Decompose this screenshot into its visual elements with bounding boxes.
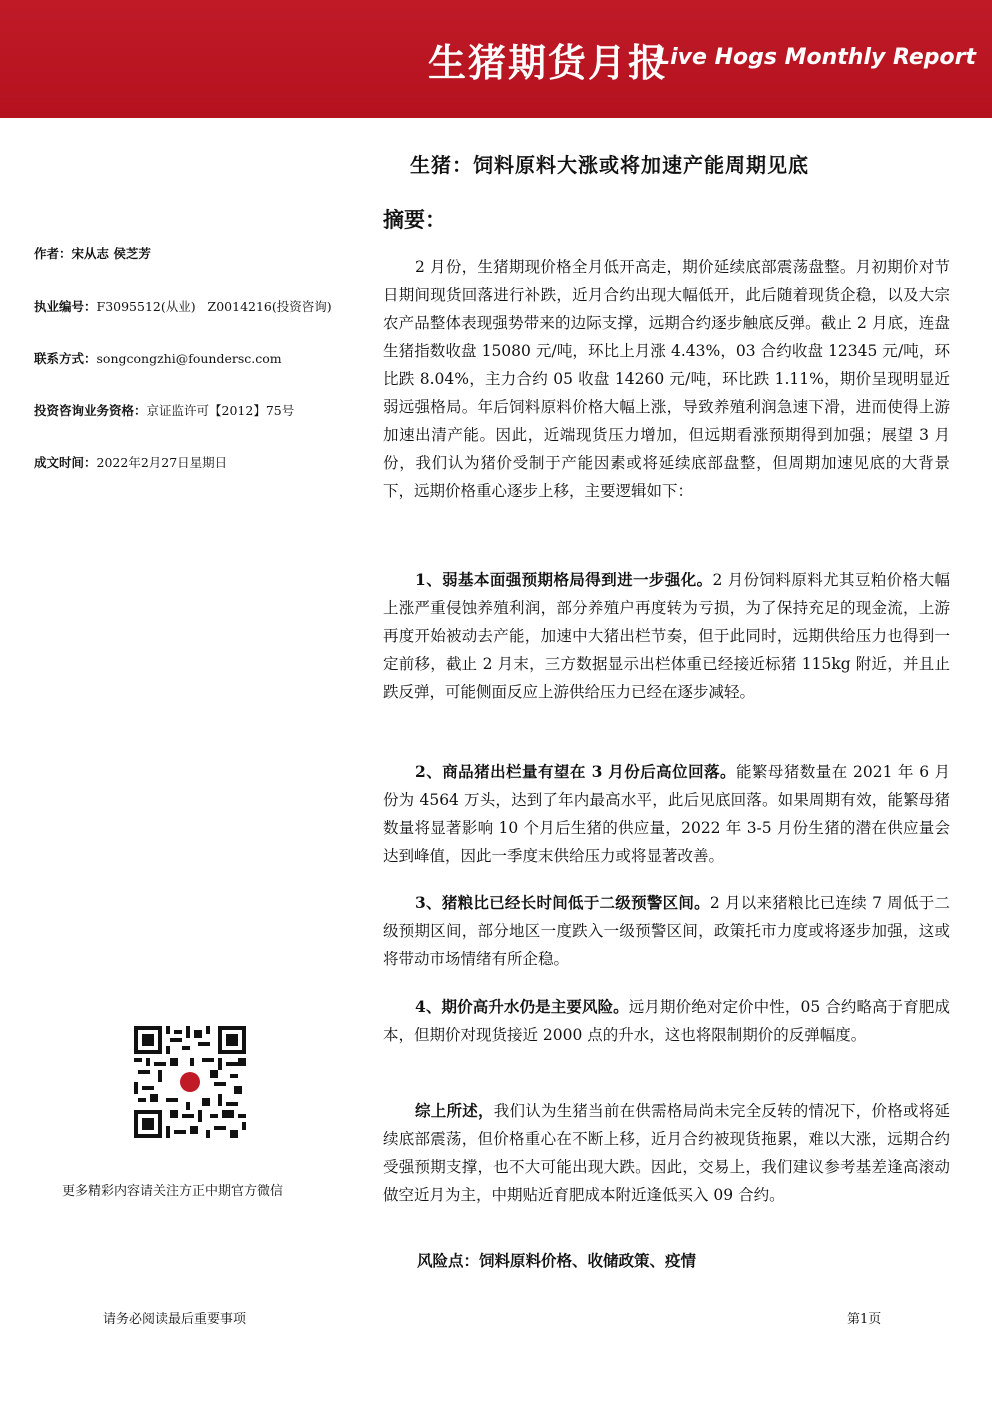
contact-value[interactable]: songcongzhi@foundersc.com: [96, 351, 282, 366]
wechat-qr-code: [134, 1026, 246, 1138]
header-banner: [0, 0, 992, 118]
license-row: [34, 297, 332, 315]
point-3: [383, 889, 950, 973]
contact-row: [34, 349, 282, 367]
footer-notice: 请务必阅读最后重要事项: [103, 1312, 247, 1327]
author-row: [34, 244, 151, 262]
paragraph-text: 2 月份，生猪期现价格全月低开高走，期价延续底部震荡盘整。月初期价对节日期间现货回落进行补跌，近月合约出现大幅低开，此后随着现货企稳，以及大宗农产品整体表现强势带来的边际支撑，远期合约逐步触底反弹。截止 2 月底，连盘生猪指数收盘 15080 元/吨，环比上月涨 4.43%，03 合约收盘 12345 元/吨，环比跌 8.04%，主力合约 05 收盘 14260 元/吨，环比跌 1.11%，期价呈现明显近弱远强格局。年后饲料原料价格大幅上涨，导致养殖利润急速下滑，进而使得上游加速出清产能。因此，近端现货压力增加，但远期看涨预期得到加强；展望 3 月份，我们认为猪价受制于产能因素或将延续底部盘整，但周期加速见底的大背景下，远期价格重心逐步上移，主要逻辑如下：: [383, 258, 950, 500]
qualification-row: [34, 401, 294, 419]
conclusion-paragraph: [383, 1097, 950, 1209]
qualification-label: 投资咨询业务资格：: [34, 403, 147, 418]
point-1: [383, 566, 950, 706]
conclusion-text: 我们认为生猪当前在供需格局尚未完全反转的情况下，价格或将延续底部震荡，但价格重心在不断上移，近月合约被现货拖累，难以大涨，远期合约受强预期支撑，也不大可能出现大跌。因此，交易上，我们建议参考基差逢高滚动做空近月为主，中期贴近育肥成本附近逢低买入 09 合约。: [383, 1102, 950, 1204]
point-4-heading: 4、期价高升水仍是主要风险。: [415, 997, 629, 1016]
license-label: 执业编号：: [34, 299, 97, 314]
point-4-text: 远月期价绝对定价中性，05 合约略高于育肥成本，但期价对现货接近 2000 点的升水，这也将限制期价的反弹幅度。: [383, 998, 950, 1044]
point-2: [383, 758, 950, 870]
point-1-text: 2 月份饲料原料尤其豆粕价格大幅上涨严重侵蚀养殖利润，部分养殖户再度转为亏损，为了保持充足的现金流，上游再度开始被动去产能，加速中大猪出栏节奏，但于此同时，远期供给压力也得到一定前移，截止 2 月末，三方数据显示出栏体重已经接近标猪 115kg 附近，并且止跌反弹，可能侧面反应上游供给压力已经在逐步减轻。: [383, 571, 950, 701]
author-label: 作者：: [34, 246, 72, 261]
point-1-heading: 1、弱基本面强预期格局得到进一步强化。: [415, 570, 713, 589]
date-value: 2022年2月27日星期日: [96, 455, 228, 470]
point-3-heading: 3、猪粮比已经长时间低于二级预警区间。: [415, 893, 710, 912]
abstract-heading: 摘要：: [383, 207, 446, 232]
report-title: 生猪：饲料原料大涨或将加速产能周期见底: [410, 153, 809, 177]
page-number: 第1页: [847, 1312, 882, 1327]
point-2-text: 能繁母猪数量在 2021 年 6 月份为 4564 万头，达到了年内最高水平，此后见底回落。如果周期有效，能繁母猪数量将显著影响 10 个月后生猪的供应量，2022 年 3-5 月份生猪的潜在供应量会达到峰值，因此一季度末供给压力或将显著改善。: [383, 763, 950, 865]
point-4: [383, 993, 950, 1049]
qualification-value: 京证监许可【2012】75号: [146, 403, 295, 418]
date-label: 成文时间：: [34, 455, 97, 470]
risk-points: 风险点：饲料原料价格、收储政策、疫情: [417, 1251, 697, 1270]
point-2-heading: 2、商品猪出栏量有望在 3 月份后高位回落。: [415, 762, 736, 781]
report-series-title-cn: 生猪期货月报: [427, 41, 668, 85]
qr-caption: 更多精彩内容请关注方正中期官方微信: [62, 1184, 284, 1199]
license-value: F3095512(从业) Z0014216(投资咨询): [96, 299, 332, 314]
author-value: 宋从志 侯芝芳: [71, 246, 151, 261]
point-3-text: 2 月以来猪粮比已连续 7 周低于二级预期区间，部分地区一度跌入一级预警区间，政策托市力度或将逐步加强，这或将带动市场情绪有所企稳。: [383, 894, 950, 968]
conclusion-heading: 综上所述，: [415, 1101, 494, 1120]
summary-paragraph: [383, 253, 950, 505]
contact-label: 联系方式：: [34, 351, 97, 366]
date-row: [34, 453, 227, 471]
report-series-title-en: Live Hogs Monthly Report: [656, 45, 976, 70]
